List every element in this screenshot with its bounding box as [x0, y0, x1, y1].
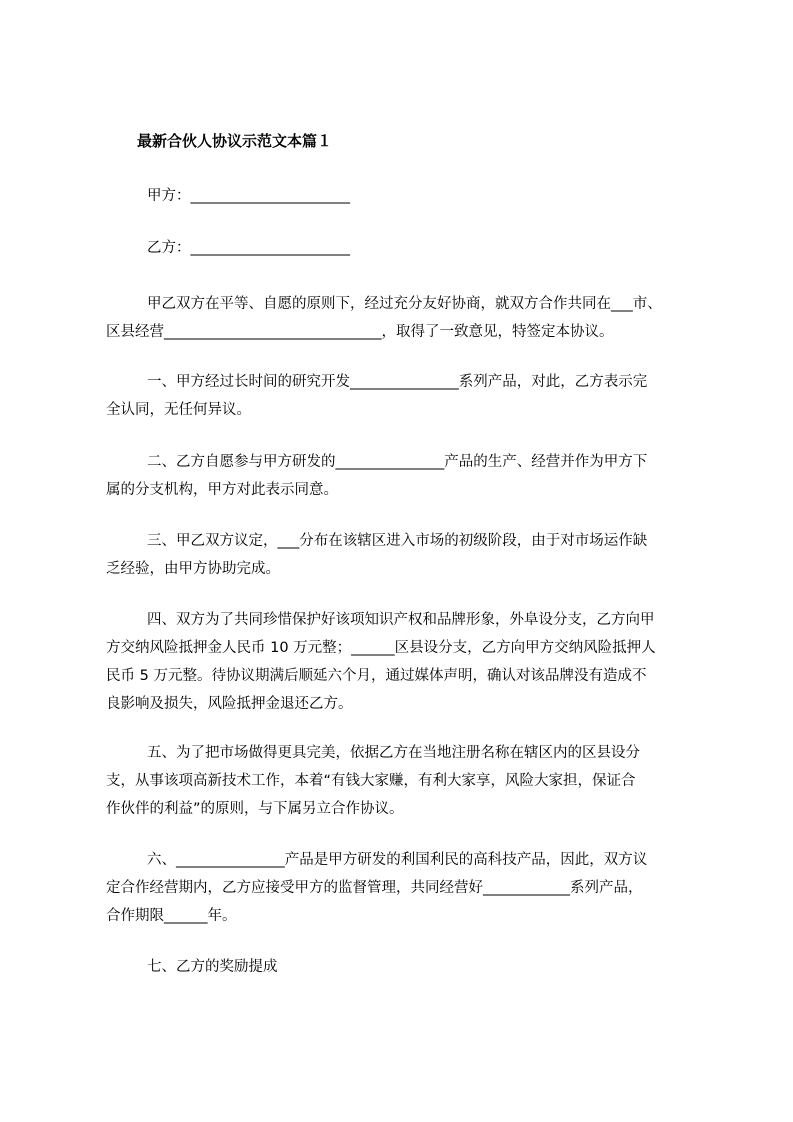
- paragraph-clause-2: [106, 448, 706, 504]
- paragraph-line: 良影响及损失，风险抵押金退还乙方。: [106, 696, 353, 712]
- paragraph-intro: [106, 290, 706, 346]
- paragraph-line: 定合作经营期内，乙方应接受甲方的监督管理，共同经营好____________系列产品，: [106, 880, 643, 896]
- paragraph-line: 方交纳风险抵押金人民币 10 万元整；______区县设分支，乙方向甲方交纳风险抵押人: [106, 640, 656, 656]
- paragraph-line: 六、_______________产品是甲方研发的利国利民的高科技产品，因此，双方议: [147, 852, 648, 868]
- paragraph-line: 二、乙方自愿参与甲方研发的_______________产品的生产、经营并作为甲方下: [147, 454, 648, 470]
- paragraph-line: 四、双方为了共同珍惜保护好该项知识产权和品牌形象，外阜设分支，乙方向甲: [147, 612, 655, 628]
- paragraph-clause-1: [106, 368, 706, 424]
- document-title: 最新合伙人协议示范文本篇１: [137, 132, 333, 150]
- paragraph-line: 五、为了把市场做得更具完美，依据乙方在当地注册名称在辖区内的区县设分: [147, 745, 640, 761]
- paragraph-line: 甲乙双方在平等、自愿的原则下，经过充分友好协商，就双方合作共同在___市、: [147, 296, 662, 312]
- paragraph-line: 区县经营______________________________，取得了一致意见，特签定本协议。: [106, 324, 614, 340]
- paragraph-line: 乏经验，由甲方协助完成。: [106, 561, 280, 577]
- paragraph-line: 三、甲乙双方议定，___分布在该辖区进入市场的初级阶段，由于对市场运作缺: [147, 533, 648, 549]
- paragraph-clause-5: [106, 739, 706, 823]
- paragraph-line: 合作期限______年。: [106, 908, 237, 924]
- paragraph-line: 作伙伴的利益”的原则，与下属另立合作协议。: [106, 801, 404, 817]
- paragraph-clause-7: [106, 953, 706, 981]
- paragraph-line: 七、乙方的奖励提成: [147, 959, 278, 975]
- paragraph-clause-3: [106, 527, 706, 583]
- paragraph-line: 民币 5 万元整。待协议期满后顺延六个月，通过媒体声明，确认对该品牌没有造成不: [106, 668, 647, 684]
- party-b-field: 乙方：______________________: [147, 240, 350, 256]
- paragraph-clause-4: [106, 606, 706, 718]
- paragraph-line: 一、甲方经过长时间的研究开发_______________系列产品，对此，乙方表示完: [147, 374, 648, 390]
- party-a-field: 甲方：______________________: [147, 188, 350, 204]
- paragraph-line: 支，从事该项高新技术工作，本着“有钱大家赚，有利大家享，风险大家担，保证合: [106, 773, 636, 789]
- paragraph-clause-6: [106, 846, 706, 930]
- paragraph-line: 属的分支机构，甲方对此表示同意。: [106, 482, 338, 498]
- paragraph-line: 全认同，无任何异议。: [106, 402, 251, 418]
